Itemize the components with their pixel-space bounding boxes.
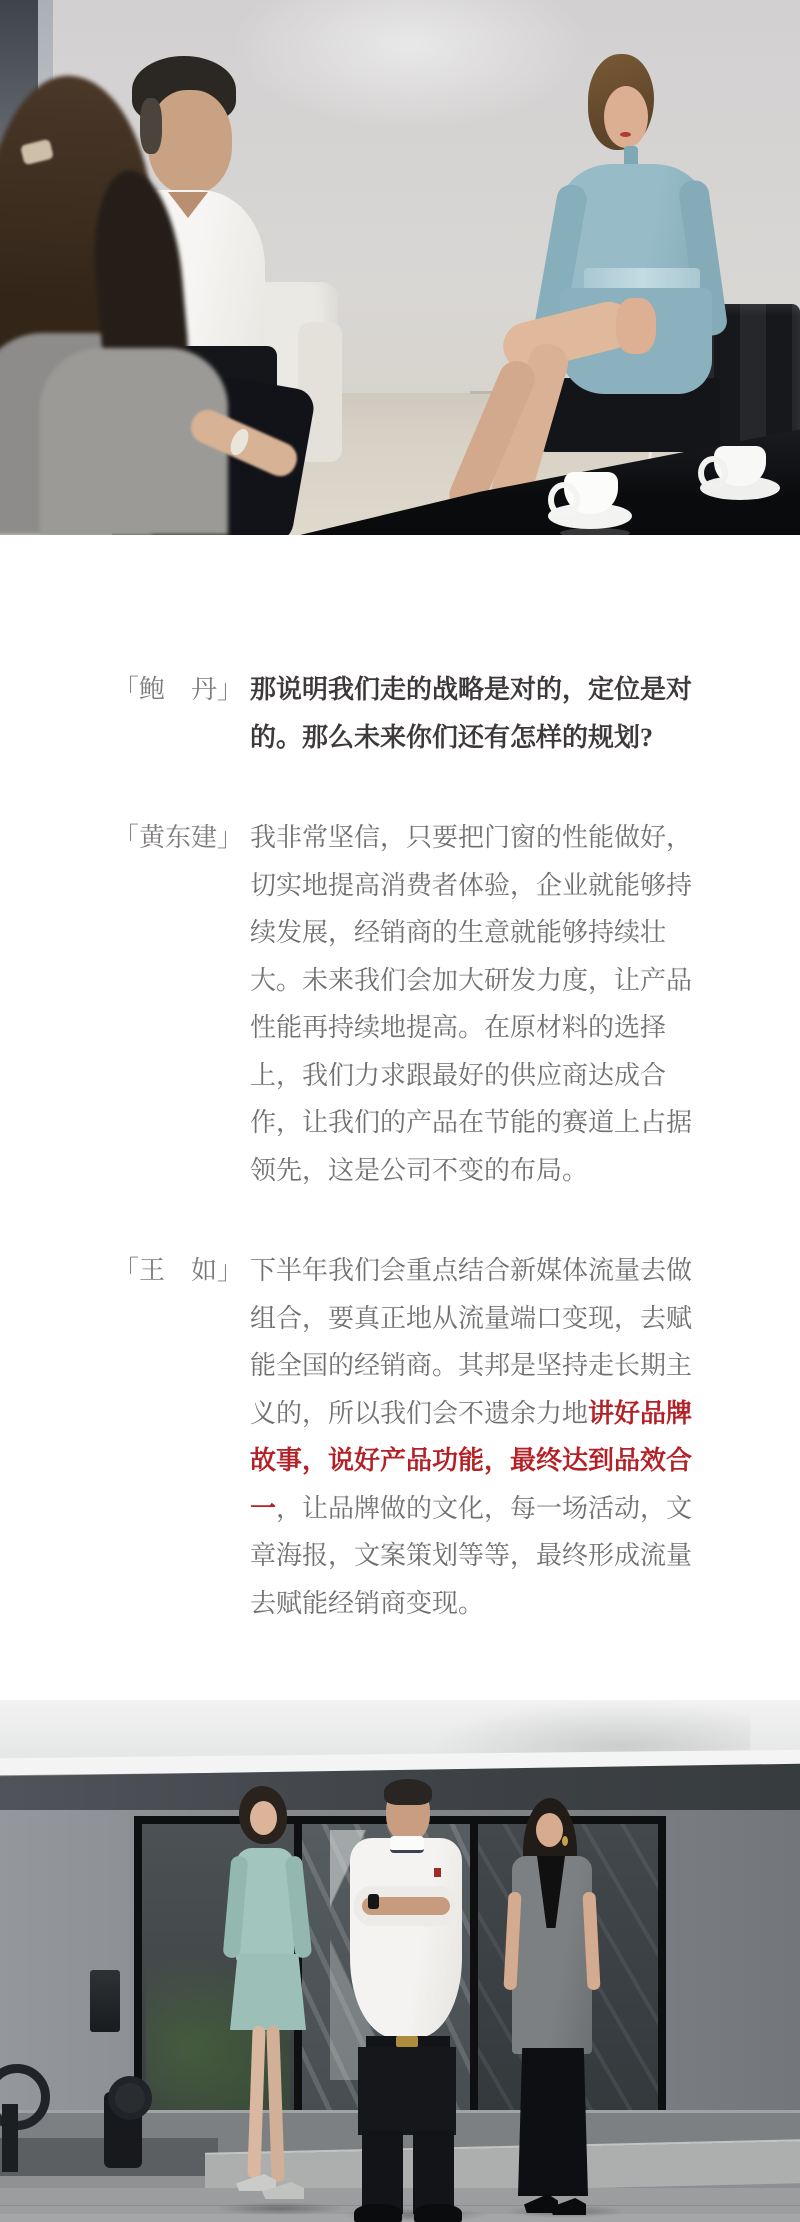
man-belt-buckle (396, 2036, 418, 2047)
guest-face (604, 86, 648, 148)
man-polo (350, 1838, 462, 2038)
interview-transcript (0, 535, 800, 1627)
cup-handle (548, 482, 580, 518)
cup-handle-2 (698, 456, 728, 490)
speech-segment: 讲好品牌故事，说好产品功能，最终达到品效合一 (250, 1398, 693, 1523)
interview-entry (113, 1247, 800, 1627)
valve-2-wheel (108, 2076, 152, 2120)
left-woman-skirt (230, 1954, 306, 2030)
right-woman-earring (562, 1836, 568, 1846)
right-woman-pants (518, 2048, 588, 2196)
speaker-name: 「黄东建」 (113, 823, 244, 852)
man-sideburn (140, 98, 162, 154)
man-short-hair (384, 1779, 432, 1805)
man-trousers (358, 2047, 456, 2135)
left-woman-shadow (215, 2202, 345, 2215)
interview-photo (0, 0, 800, 535)
valve-pipe-stem (2, 2104, 18, 2172)
team-photo (0, 1700, 800, 2222)
cup-reflection (560, 528, 630, 535)
interview-entry (113, 666, 800, 761)
guest-lips (620, 132, 631, 137)
left-woman-face (250, 1801, 277, 1835)
right-woman-face (536, 1813, 563, 1847)
speech-text (250, 666, 694, 761)
guest-waistband (584, 268, 700, 290)
man-logo (434, 1868, 441, 1877)
speech-text (250, 814, 694, 1194)
speech-text (250, 1247, 694, 1627)
speaker-name: 「鲍 丹」 (113, 675, 244, 704)
sky-haze (430, 1700, 750, 1758)
man-wristwatch (368, 1894, 379, 1909)
man-shoe (354, 2204, 402, 2222)
guest-hands (616, 298, 656, 354)
man-shoe-2 (414, 2204, 462, 2222)
man-trouser-leg (362, 2130, 403, 2214)
man-polo-collar (390, 1836, 424, 1853)
interview-entry (113, 814, 800, 1194)
speaker-name: 「王 如」 (113, 1256, 244, 1285)
speech-segment: 我非常坚信，只要把门窗的性能做好，切实地提高消费者体验，企业就能够持续发展，经销商的生意就能够持续壮大。未来我们会加大研发力度，让产品性能再持续地提高。在原材料的选择上，我们力求跟最好的供应商达成合作，让我们的产品在节能的赛道上占据领先，这是公司不变的布局。 (250, 823, 693, 1185)
wall-glow (230, 0, 590, 130)
speech-segment: 那说明我们走的战略是对的，定位是对的。那么未来你们还有怎样的规划? (250, 675, 693, 752)
speech-segment: ，让品牌做的文化，每一场活动，文章海报，文案策划等等，最终形成流量去赋能经销商变现。 (250, 1493, 693, 1618)
speech-segment: 下半年我们会重点结合新媒体流量去做组合，要真正地从流量端口变现，去赋能全国的经销商。其邦是坚持走长期主义的，所以我们会不遗余力地 (250, 1256, 693, 1428)
wall-access-box (90, 1970, 120, 2032)
man-trouser-leg-2 (413, 2130, 454, 2214)
